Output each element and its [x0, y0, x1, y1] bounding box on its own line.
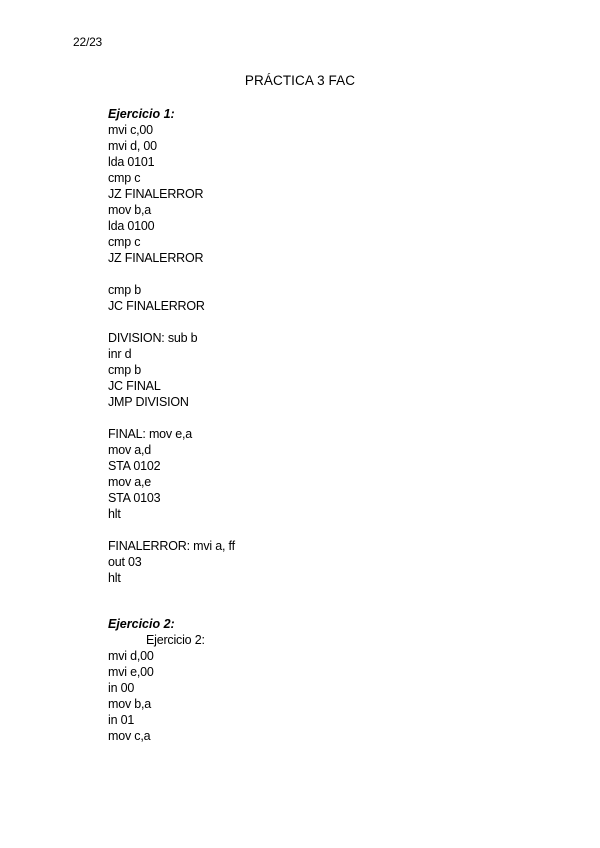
code-line — [108, 522, 235, 538]
code-line: mvi d, 00 — [108, 139, 157, 153]
code-line: JZ FINALERROR — [108, 251, 204, 265]
code-line: cmp c — [108, 171, 141, 185]
document-title — [0, 73, 600, 88]
code-line: mvi e,00 — [108, 665, 154, 679]
code-line: cmp b — [108, 363, 142, 377]
code-line: lda 0100 — [108, 219, 155, 233]
code-line: JMP DIVISION — [108, 395, 189, 409]
code-line: mov b,a — [108, 697, 152, 711]
code-line: hlt — [108, 571, 121, 585]
page-number: 22/23 — [73, 35, 103, 49]
code-line: inr d — [108, 347, 132, 361]
code-line: mov a,d — [108, 443, 152, 457]
code-line: JC FINAL — [108, 379, 161, 393]
code-line: mov b,a — [108, 203, 152, 217]
code-line: out 03 — [108, 555, 142, 569]
code-line: STA 0103 — [108, 491, 161, 505]
code-line: JZ FINALERROR — [108, 187, 204, 201]
code-line: FINALERROR: mvi a, ff — [108, 539, 235, 553]
exercise-2-heading: Ejercicio 2: — [108, 617, 175, 631]
code-line: mvi c,00 — [108, 123, 153, 137]
code-line: JC FINALERROR — [108, 299, 205, 313]
code-line: mov a,e — [108, 475, 152, 489]
code-line: cmp b — [108, 283, 142, 297]
code-line: in 01 — [108, 713, 135, 727]
code-line: mvi d,00 — [108, 649, 154, 663]
code-line: DIVISION: sub b — [108, 331, 198, 345]
code-line: lda 0101 — [108, 155, 155, 169]
exercise-2-subheading: Ejercicio 2: — [146, 633, 205, 647]
code-line — [108, 410, 235, 426]
code-line — [108, 314, 235, 330]
code-line: in 00 — [108, 681, 135, 695]
exercise-2-section — [108, 616, 205, 744]
code-line: cmp c — [108, 235, 141, 249]
code-line — [108, 266, 235, 282]
code-line: STA 0102 — [108, 459, 161, 473]
exercise-1-heading: Ejercicio 1: — [108, 107, 175, 121]
exercise-1-section — [108, 106, 235, 586]
document-title-text: PRÁCTICA 3 FAC — [244, 73, 356, 88]
code-line: mov c,a — [108, 729, 151, 743]
code-line: FINAL: mov e,a — [108, 427, 193, 441]
code-line: hlt — [108, 507, 121, 521]
